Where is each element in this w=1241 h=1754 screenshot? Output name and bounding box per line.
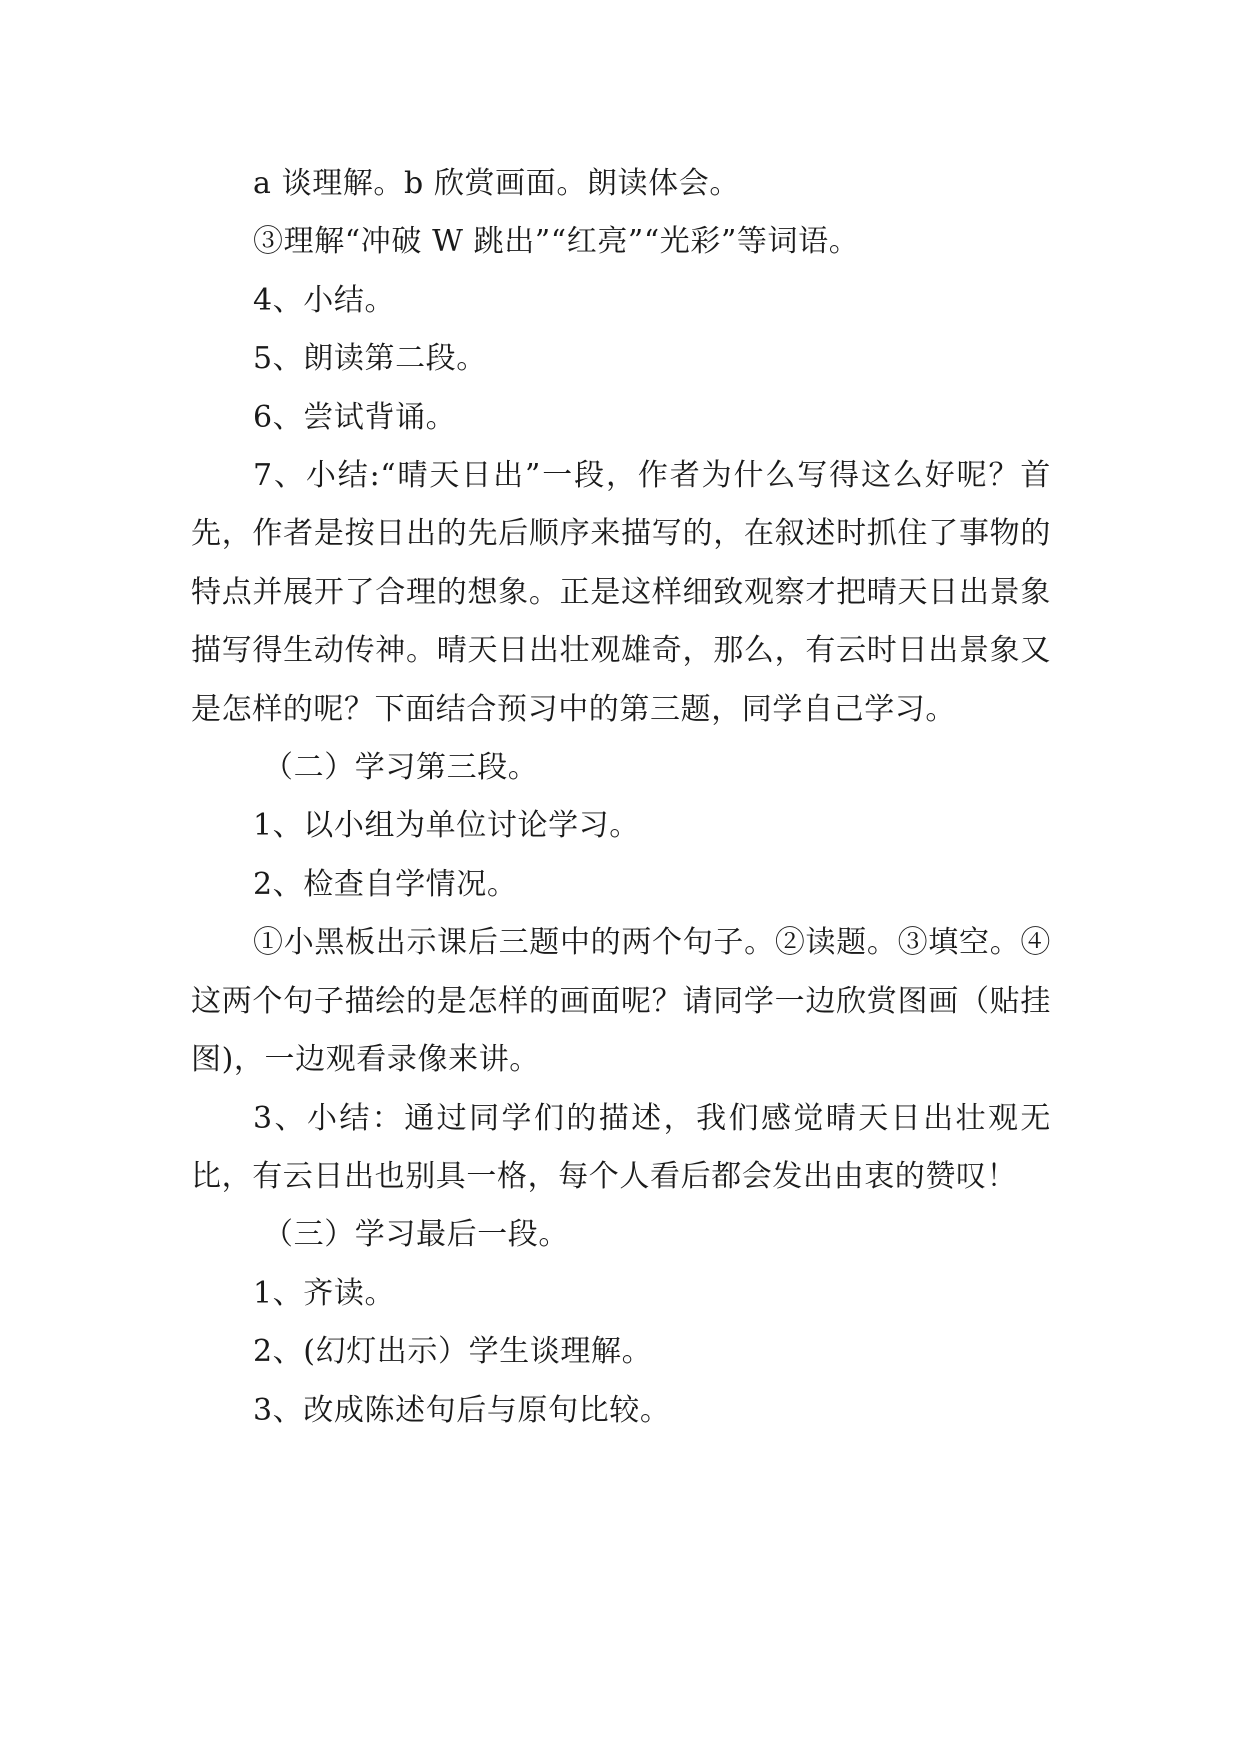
document-body — [191, 155, 1051, 1440]
paragraph-5: 6、尝试背诵。 — [253, 399, 457, 435]
section-heading-3: （三）学习最后一段。 — [263, 1217, 569, 1253]
paragraph-15: 3、改成陈述句后与原句比较。 — [253, 1392, 671, 1428]
paragraph-8: 1、以小组为单位讨论学习。 — [253, 808, 640, 844]
paragraph-14: 2、(幻灯出示）学生谈理解。 — [253, 1334, 653, 1370]
section-heading-2: （二）学习第三段。 — [263, 750, 539, 786]
paragraph-9: 2、检查自学情况。 — [253, 866, 518, 902]
paragraph-6: 7、小结:“晴天日出”一段，作者为什么写得这么好呢？首先，作者是按日出的先后顺序来描写的，在叙述时抓住了事物的特点并展开了合理的想象。正是这样细致观察才把晴天日出景象描写得生动传神。晴天日出壮观雄奇，那么，有云时日出景象又是怎样的呢？下面结合预习中的第三题，同学自己学习。 — [191, 458, 1051, 727]
paragraph-4: 5、朗读第二段。 — [253, 341, 487, 377]
paragraph-2: ③理解“冲破 W 跳出”“红亮”“光彩”等词语。 — [253, 224, 860, 260]
paragraph-13: 1、齐读。 — [253, 1275, 396, 1311]
paragraph-1: a 谈理解。b 欣赏画面。朗读体会。 — [253, 166, 740, 201]
paragraph-10: ①小黑板出示课后三题中的两个句子。②读题。③填空。④这两个句子描绘的是怎样的画面呢？请同学一边欣赏图画（贴挂图)，一边观看录像来讲。 — [191, 925, 1051, 1078]
paragraph-11: 3、小结：通过同学们的描述，我们感觉晴天日出壮观无比，有云日出也别具一格，每个人看后都会发出由衷的赞叹！ — [191, 1100, 1051, 1194]
paragraph-3: 4、小结。 — [253, 282, 396, 318]
